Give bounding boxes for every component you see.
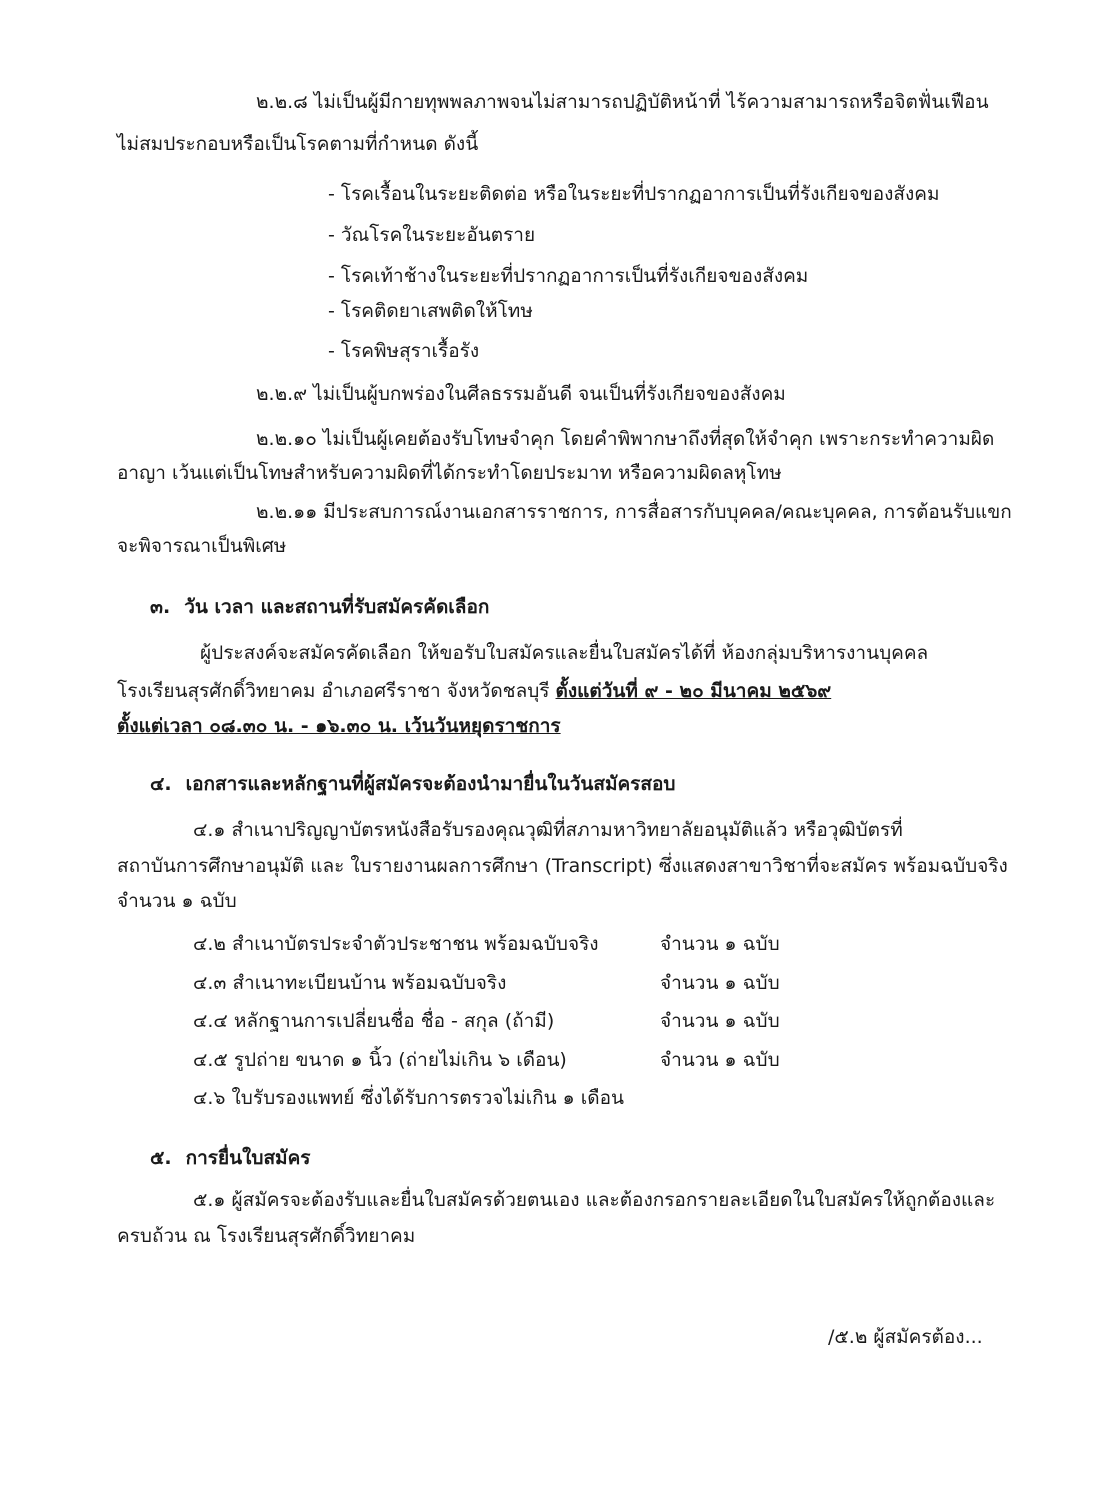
application-dates: ตั้งแต่วันที่ ๙ - ๒๐ มีนาคม ๒๕๖๙	[555, 680, 832, 702]
item-4-1-line3: จำนวน ๑ ฉบับ	[117, 890, 237, 912]
item-5-1-line1: ๕.๑ ผู้สมัครจะต้องรับและยื่นใบสมัครด้วยตนเอง และต้องกรอกรายละเอียดในใบสมัครให้ถูกต้องและ	[193, 1189, 996, 1211]
item-4-1-line1: ๔.๑ สำเนาปริญญาบัตรหนังสือรับรองคุณวุฒิที่สภามหาวิทยาลัยอนุมัติแล้ว หรือวุฒิบัตรที่	[193, 819, 903, 841]
application-hours: ตั้งแต่เวลา ๐๘.๓๐ น. - ๑๖.๓๐ น. เว้นวันหยุดราชการ	[117, 715, 561, 737]
disease-item: - โรคติดยาเสพติดให้โทษ	[328, 300, 533, 322]
disease-item: - โรคเท้าช้างในระยะที่ปรากฏอาการเป็นที่รังเกียจของสังคม	[328, 265, 809, 287]
document-item-label: ๔.๕ รูปถ่าย ขนาด ๑ นิ้ว (ถ่ายไม่เกิน ๖ เดือน)	[193, 1049, 567, 1071]
section-5-heading	[150, 1145, 310, 1171]
document-item-label: ๔.๖ ใบรับรองแพทย์ ซึ่งได้รับการตรวจไม่เกิน ๑ เดือน	[193, 1087, 624, 1109]
document-item-qty: จำนวน ๑ ฉบับ	[660, 1010, 780, 1032]
document-item-qty: จำนวน ๑ ฉบับ	[660, 972, 780, 994]
section-3-line2-text: โรงเรียนสุรศักดิ์วิทยาคม อำเภอศรีราชา จังหวัดชลบุรี	[117, 680, 550, 702]
item-2-2-10-line2: อาญา เว้นแต่เป็นโทษสำหรับความผิดที่ได้กระทำโดยประมาท หรือความผิดลหุโทษ	[117, 462, 782, 484]
document-item-label: ๔.๔ หลักฐานการเปลี่ยนชื่อ ชื่อ - สกุล (ถ้ามี)	[193, 1010, 555, 1032]
section-3-line2	[117, 678, 831, 704]
section-3-heading	[150, 594, 489, 620]
item-2-2-11-line2: จะพิจารณาเป็นพิเศษ	[117, 535, 287, 557]
item-2-2-9: ๒.๒.๙ ไม่เป็นผู้บกพร่องในศีลธรรมอันดี จนเป็นที่รังเกียจของสังคม	[256, 383, 786, 405]
section-4-title: เอกสารและหลักฐานที่ผู้สมัครจะต้องนำมายื่นในวันสมัครสอบ	[185, 773, 676, 795]
section-4-number: ๔.	[150, 773, 172, 795]
section-3-title: วัน เวลา และสถานที่รับสมัครคัดเลือก	[184, 596, 490, 618]
document-item-label: ๔.๒ สำเนาบัตรประจำตัวประชาชน พร้อมฉบับจริง	[193, 933, 599, 955]
item-4-1-line2: สถาบันการศึกษาอนุมัติ และ ใบรายงานผลการศึกษา (Transcript) ซึ่งแสดงสาขาวิชาที่จะสมัคร พร้อมฉบับจริง	[117, 855, 1008, 877]
document-item-qty: จำนวน ๑ ฉบับ	[660, 1049, 780, 1071]
section-4-heading	[150, 771, 675, 797]
continuation-marker: /๕.๒ ผู้สมัครต้อง...	[828, 1326, 983, 1348]
item-2-2-8-line2: ไม่สมประกอบหรือเป็นโรคตามที่กำหนด ดังนี้	[117, 133, 479, 155]
section-5-title: การยื่นใบสมัคร	[185, 1147, 311, 1169]
section-3-line1: ผู้ประสงค์จะสมัครคัดเลือก ให้ขอรับใบสมัครและยื่นใบสมัครได้ที่ ห้องกลุ่มบริหารงานบุคคล	[200, 642, 929, 664]
item-2-2-10-line1: ๒.๒.๑๐ ไม่เป็นผู้เคยต้องรับโทษจำคุก โดยคำพิพากษาถึงที่สุดให้จำคุก เพราะกระทำความผิด	[256, 428, 995, 450]
disease-item: - วัณโรคในระยะอันตราย	[328, 224, 536, 246]
item-2-2-8-line1: ๒.๒.๘ ไม่เป็นผู้มีกายทุพพลภาพจนไม่สามารถปฏิบัติหน้าที่ ไร้ความสามารถหรือจิตฟั่นเฟือน	[256, 91, 989, 113]
section-3-number: ๓.	[150, 596, 171, 618]
disease-item: - โรคพิษสุราเรื้อรัง	[328, 340, 480, 362]
disease-item: - โรคเรื้อนในระยะติดต่อ หรือในระยะที่ปรากฏอาการเป็นที่รังเกียจของสังคม	[328, 183, 940, 205]
section-5-number: ๕.	[150, 1147, 172, 1169]
item-5-1-line2: ครบถ้วน ณ โรงเรียนสุรศักดิ์วิทยาคม	[117, 1225, 416, 1247]
document-item-qty: จำนวน ๑ ฉบับ	[660, 933, 780, 955]
item-2-2-11-line1: ๒.๒.๑๑ มีประสบการณ์งานเอกสารราชการ, การสื่อสารกับบุคคล/คณะบุคคล, การต้อนรับแขก	[256, 501, 1012, 523]
document-item-label: ๔.๓ สำเนาทะเบียนบ้าน พร้อมฉบับจริง	[193, 972, 507, 994]
